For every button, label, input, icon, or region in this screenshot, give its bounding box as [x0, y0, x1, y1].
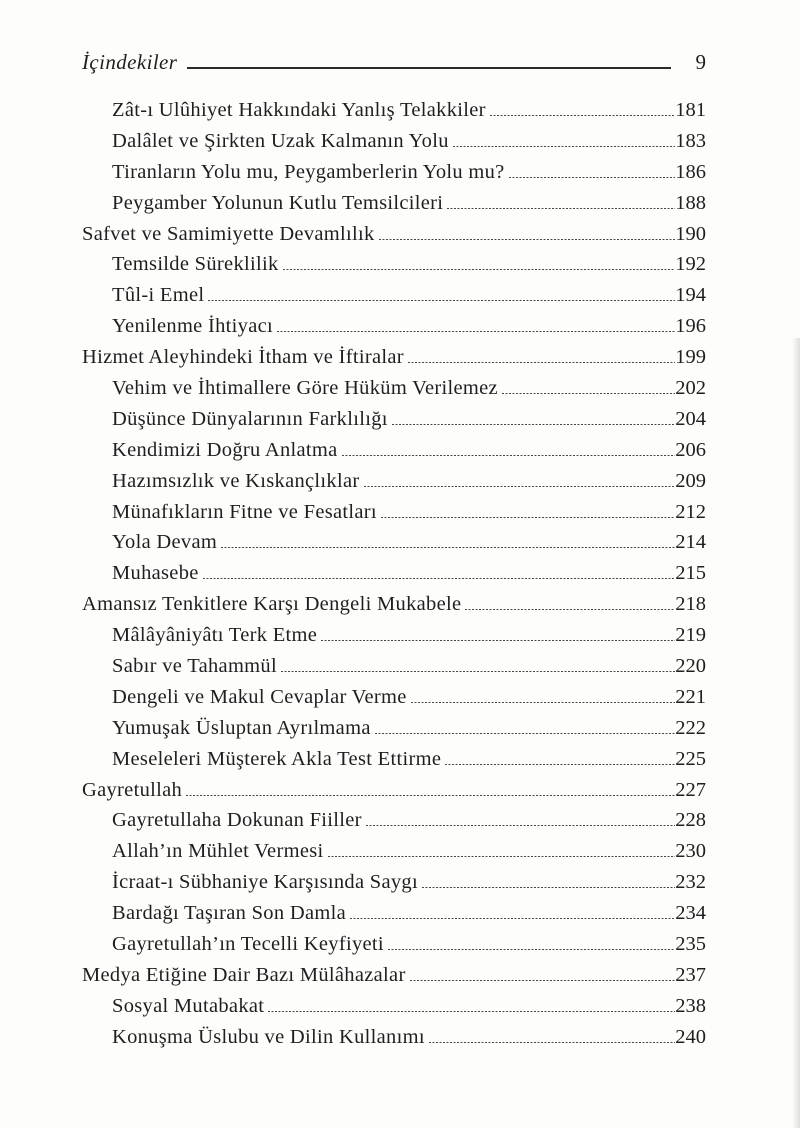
- dot-leader: [381, 517, 675, 518]
- toc-entry: [82, 717, 706, 748]
- toc-entry-page: 235: [675, 933, 706, 956]
- toc-entry-page: 186: [675, 160, 706, 183]
- toc-entry-label: Sabır ve Tahammül: [112, 655, 277, 678]
- toc-entry: [82, 439, 706, 470]
- toc-entry-label: Dalâlet ve Şirkten Uzak Kalmanın Yolu: [112, 129, 449, 152]
- toc-entry-page: 209: [675, 469, 706, 492]
- toc-entry-label: Amansız Tenkitlere Karşı Dengeli Mukabele: [82, 593, 462, 616]
- dot-leader: [509, 177, 676, 178]
- dot-leader: [366, 825, 675, 826]
- toc-entry-page: 194: [675, 284, 706, 307]
- toc-entry: [82, 315, 706, 346]
- toc-entry: [82, 408, 706, 439]
- toc-entry-page: 215: [675, 562, 706, 585]
- toc-entry-label: İcraat-ı Sübhaniye Karşısında Saygı: [112, 871, 418, 894]
- toc-entry-page: 237: [675, 963, 706, 986]
- toc-entry: [82, 871, 706, 902]
- toc-entry-page: 222: [675, 716, 706, 739]
- toc-entry: [82, 748, 706, 779]
- toc-entry: [82, 779, 706, 810]
- toc-entry-label: Vehim ve İhtimallere Göre Hüküm Verilemez: [112, 377, 498, 400]
- toc-entry-page: 234: [675, 902, 706, 925]
- dot-leader: [408, 362, 675, 363]
- toc-list: [82, 99, 706, 1057]
- toc-entry-page: 192: [675, 253, 706, 276]
- toc-entry: [82, 130, 706, 161]
- dot-leader: [453, 146, 675, 147]
- toc-entry-label: Safvet ve Samimiyette Devamlılık: [82, 222, 375, 245]
- toc-entry: [82, 562, 706, 593]
- toc-entry-label: Muhasebe: [112, 562, 199, 585]
- toc-entry: [82, 1026, 706, 1057]
- toc-entry-label: Gayretullaha Dokunan Fiiller: [112, 809, 362, 832]
- toc-entry-page: 238: [675, 994, 706, 1017]
- toc-entry-label: Tiranların Yolu mu, Peygamberlerin Yolu mu?: [112, 160, 505, 183]
- dot-leader: [268, 1011, 675, 1012]
- toc-entry: [82, 346, 706, 377]
- dot-leader: [411, 702, 676, 703]
- dot-leader: [410, 980, 676, 981]
- toc-entry-page: 232: [675, 871, 706, 894]
- toc-entry-label: Gayretullah’ın Tecelli Keyfiyeti: [112, 933, 384, 956]
- dot-leader: [422, 887, 675, 888]
- toc-entry: [82, 593, 706, 624]
- toc-entry-label: Dengeli ve Makul Cevaplar Verme: [112, 685, 407, 708]
- running-header-page-number: 9: [695, 50, 706, 74]
- toc-entry-page: 230: [675, 840, 706, 863]
- toc-entry: [82, 501, 706, 532]
- dot-leader: [388, 949, 675, 950]
- dot-leader: [221, 547, 675, 548]
- toc-entry-page: 199: [675, 346, 706, 369]
- toc-entry-label: Medya Etiğine Dair Bazı Mülâhazalar: [82, 963, 406, 986]
- toc-entry-page: 202: [675, 377, 706, 400]
- toc-entry: [82, 470, 706, 501]
- toc-entry: [82, 223, 706, 254]
- dot-leader: [502, 393, 675, 394]
- toc-entry-page: 219: [675, 624, 706, 647]
- dot-leader: [277, 331, 675, 332]
- toc-entry: [82, 933, 706, 964]
- toc-entry-page: 212: [675, 500, 706, 523]
- toc-entry-label: Allah’ın Mühlet Vermesi: [112, 840, 324, 863]
- toc-entry-label: Bardağı Taşıran Son Damla: [112, 902, 346, 925]
- toc-entry: [82, 809, 706, 840]
- dot-leader: [364, 486, 676, 487]
- dot-leader: [342, 455, 676, 456]
- toc-entry-page: 214: [675, 531, 706, 554]
- toc-entry: [82, 686, 706, 717]
- toc-entry-page: 220: [675, 655, 706, 678]
- running-header: [82, 50, 706, 82]
- running-header-title: İçindekiler: [82, 50, 178, 74]
- toc-entry: [82, 624, 706, 655]
- toc-entry-page: 188: [675, 191, 706, 214]
- toc-entry: [82, 964, 706, 995]
- dot-leader: [350, 918, 675, 919]
- toc-entry: [82, 161, 706, 192]
- toc-entry: [82, 840, 706, 871]
- toc-entry-label: Yumuşak Üsluptan Ayrılmama: [112, 716, 371, 739]
- toc-entry-label: Münafıkların Fitne ve Fesatları: [112, 500, 377, 523]
- toc-entry-label: Mâlâyâniyâtı Terk Etme: [112, 624, 318, 647]
- dot-leader: [490, 115, 675, 116]
- dot-leader: [328, 856, 676, 857]
- toc-entry-label: Hazımsızlık ve Kıskançlıklar: [112, 469, 360, 492]
- toc-entry-page: 225: [675, 747, 706, 770]
- header-rule: [187, 64, 670, 69]
- dot-leader: [447, 208, 675, 209]
- toc-entry: [82, 531, 706, 562]
- toc-entry: [82, 192, 706, 223]
- toc-entry-page: 206: [675, 438, 706, 461]
- dot-leader: [283, 269, 676, 270]
- toc-entry: [82, 284, 706, 315]
- dot-leader: [379, 239, 676, 240]
- toc-entry: [82, 99, 706, 130]
- toc-entry-page: 240: [675, 1025, 706, 1048]
- toc-entry-label: Yenilenme İhtiyacı: [112, 315, 274, 338]
- toc-entry: [82, 902, 706, 933]
- toc-entry-label: Meseleleri Müşterek Akla Test Ettirme: [112, 747, 442, 770]
- toc-entry-label: Peygamber Yolunun Kutlu Temsilcileri: [112, 191, 444, 214]
- toc-entry-label: Kendimizi Doğru Anlatma: [112, 438, 338, 461]
- toc-entry-label: Yola Devam: [112, 531, 218, 554]
- toc-entry-label: Tûl-i Emel: [112, 284, 205, 307]
- toc-entry-page: 190: [675, 222, 706, 245]
- toc-entry-label: Zât-ı Ulûhiyet Hakkındaki Yanlış Telakkiler: [112, 99, 486, 121]
- toc-entry-page: 196: [675, 315, 706, 338]
- dot-leader: [186, 795, 675, 796]
- toc-entry-page: 181: [675, 99, 706, 121]
- toc-entry-page: 221: [675, 685, 706, 708]
- toc-entry-page: 183: [675, 129, 706, 152]
- toc-entry-label: Sosyal Mutabakat: [112, 994, 265, 1017]
- toc-entry-page: 228: [675, 809, 706, 832]
- dot-leader: [392, 424, 676, 425]
- toc-entry-page: 218: [675, 593, 706, 616]
- dot-leader: [445, 764, 675, 765]
- toc-entry-label: Düşünce Dünyalarının Farklılığı: [112, 407, 388, 430]
- toc-entry: [82, 995, 706, 1026]
- toc-entry: [82, 377, 706, 408]
- dot-leader: [465, 609, 675, 610]
- toc-entry-label: Temsilde Süreklilik: [112, 253, 279, 276]
- toc-entry-label: Hizmet Aleyhindeki İtham ve İftiralar: [82, 346, 404, 369]
- dot-leader: [429, 1042, 675, 1043]
- scan-edge-shadow: [792, 338, 800, 1128]
- toc-entry: [82, 253, 706, 284]
- dot-leader: [375, 733, 676, 734]
- toc-entry-page: 204: [675, 407, 706, 430]
- dot-leader: [281, 671, 675, 672]
- toc-entry-label: Gayretullah: [82, 778, 183, 801]
- toc-entry-page: 227: [675, 778, 706, 801]
- dot-leader: [203, 578, 676, 579]
- toc-entry: [82, 655, 706, 686]
- toc-entry-label: Konuşma Üslubu ve Dilin Kullanımı: [112, 1025, 425, 1048]
- dot-leader: [208, 300, 675, 301]
- dot-leader: [321, 640, 675, 641]
